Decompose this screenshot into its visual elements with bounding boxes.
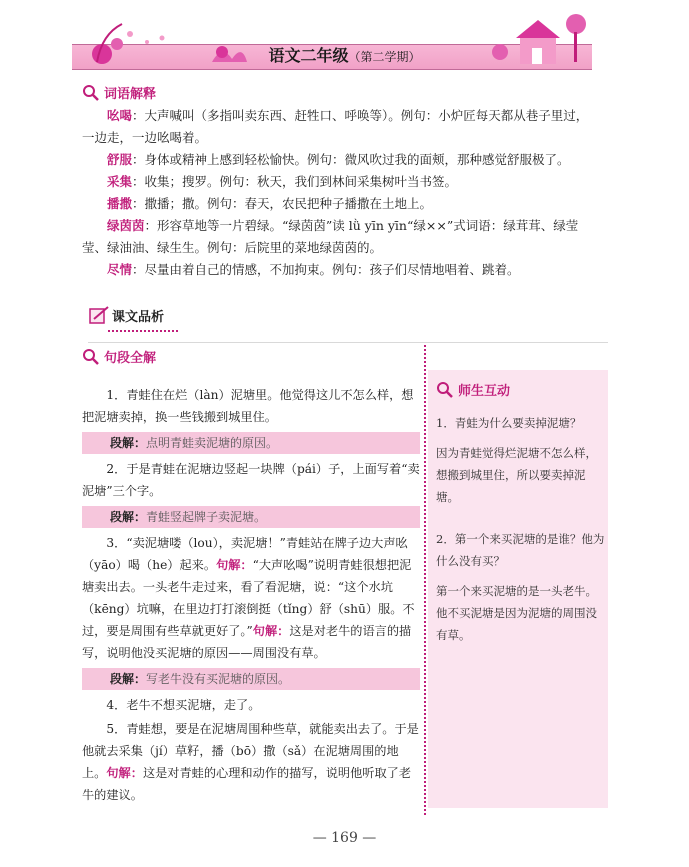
- magnifier-icon: [436, 381, 454, 399]
- lesson-section-header: [82, 347, 156, 366]
- sentence-analysis-label: 句解：: [216, 558, 253, 572]
- paragraph-5: [82, 718, 420, 806]
- question-2: 2．第一个来买泥塘的是谁？他为什么没有买？: [436, 532, 605, 568]
- column-divider: [424, 345, 426, 815]
- banner-underline: [108, 330, 178, 332]
- paragraph-4: 4．老牛不想买泥塘，走了。: [106, 698, 261, 712]
- page-header-title: [0, 44, 689, 69]
- answer-2: 第一个来买泥塘的是一头老牛。他不买泥塘是因为泥塘的周围没有草。: [436, 584, 597, 642]
- vocab-definition: ：大声喊叫（多指叫卖东西、赶牲口、呼唤等）。例句：小炉匠每天都从巷子里过，一边走，一边吆喝着。: [82, 108, 589, 145]
- analysis-label: 段解：: [110, 510, 147, 524]
- section-divider: [88, 342, 608, 343]
- vocab-definition: ：身体或精神上感到轻松愉快。例句：微风吹过我的面颊，那种感觉舒服极了。: [132, 152, 570, 167]
- analysis-text: 青蛙竖起牌子卖泥塘。: [146, 510, 267, 524]
- question-1: 1．青蛙为什么要卖掉泥塘？: [436, 416, 582, 430]
- paragraph-analysis-1: [82, 432, 420, 454]
- analysis-label: 段解：: [110, 672, 147, 686]
- interaction-section-title: 师生互动: [458, 384, 511, 399]
- vocab-term: 绿茵茵: [107, 218, 145, 233]
- page-number: — 169 —: [312, 830, 377, 846]
- vocab-entry: [82, 193, 590, 215]
- paragraph-analysis-3: [82, 668, 420, 690]
- vocab-entry: [82, 259, 590, 281]
- vocab-definition: ：尽量由着自己的情感，不加拘束。例句：孩子们尽情地唱着、跳着。: [132, 262, 520, 277]
- vocab-definition: ：撒播；撒。例句：春天，农民把种子播撒在土地上。: [132, 196, 433, 211]
- vocab-term: 播撒: [107, 196, 133, 211]
- interaction-qa: [436, 412, 606, 654]
- paragraph-1: 1．青蛙住在烂（làn）泥塘里。他觉得这儿不怎么样，想把泥塘卖掉，换一些钱搬到城里住。: [82, 388, 414, 424]
- vocab-section-title: 词语解释: [104, 87, 157, 102]
- vocab-definition: ：收集；搜罗。例句：秋天，我们到林间采集树叶当书签。: [132, 174, 458, 189]
- magnifier-icon: [82, 84, 100, 102]
- paragraph-5-part-a: 5．青蛙想，要是在泥塘周围种些草，就能卖出去了。于是他就去采集（jí）草籽，播（bō）撒（sǎ）在泥塘周围的地上。: [82, 722, 419, 780]
- header-title-text: 语文二年级: [268, 46, 349, 65]
- magnifier-icon: [82, 348, 100, 366]
- vocab-definition: ：形容草地等一片碧绿。“绿茵茵”读 lǜ yīn yīn“绿××”式词语：绿茸茸、绿莹莹、绿油油、绿生生。例句：后院里的菜地绿茵茵的。: [82, 218, 579, 255]
- vocab-term: 舒服: [107, 152, 133, 167]
- vocab-entry: [82, 149, 590, 171]
- paragraph-analysis-2: [82, 506, 420, 528]
- paragraph-2: 2．于是青蛙在泥塘边竖起一块牌（pái）子，上面写着“卖泥塘”三个字。: [82, 462, 420, 498]
- lesson-banner: [88, 305, 164, 325]
- sentence-analysis-label: 句解：: [252, 624, 290, 638]
- analysis-text: 点明青蛙卖泥塘的原因。: [146, 436, 279, 450]
- paragraph-3-part-c: 这是对老牛的语言的描写，说明他没买泥塘的原因——周围没有草。: [82, 624, 412, 660]
- header-subtitle: （第二学期）: [348, 50, 421, 64]
- vocab-entry: [82, 105, 590, 149]
- lesson-section-title: 句段全解: [104, 351, 157, 366]
- vocab-section-header: [82, 83, 156, 102]
- answer-1: 因为青蛙觉得烂泥塘不怎么样，想搬到城里住，所以要卖掉泥塘。: [436, 446, 597, 504]
- vocab-term: 采集: [107, 174, 133, 189]
- vocab-entry: [82, 171, 590, 193]
- analysis-label: 段解：: [110, 436, 147, 450]
- vocab-list: [82, 105, 590, 281]
- vocab-term: 吆喝: [107, 108, 133, 123]
- pen-paper-icon: [88, 305, 110, 325]
- analysis-text: 写老牛没有买泥塘的原因。: [146, 672, 291, 686]
- lesson-text-column: [82, 384, 420, 808]
- paragraph-3: [82, 532, 420, 664]
- paragraph-3-part-a: 3．“卖泥塘喽（lou），卖泥塘！”青蛙站在牌子边大声吆（yāo）喝（he）起来。: [82, 536, 408, 572]
- vocab-entry: [82, 215, 590, 259]
- vocab-term: 尽情: [107, 262, 133, 277]
- paragraph-3-part-b: “大声吆喝”说明青蛙很想把泥塘卖出去。一头老牛走过来，看了看泥塘，说：“这个水坑（kēng）坑嘛，在里边打打滚倒挺（tǐng）舒（shū）服。不过，要是周围有些草就更好了。”: [82, 558, 415, 638]
- paragraph-5-part-b: 这是对青蛙的心理和动作的描写，说明他听取了老牛的建议。: [82, 766, 412, 802]
- lesson-banner-text: 课文品析: [112, 310, 165, 325]
- sentence-analysis-label: 句解：: [106, 766, 143, 780]
- interaction-section-header: [436, 380, 510, 399]
